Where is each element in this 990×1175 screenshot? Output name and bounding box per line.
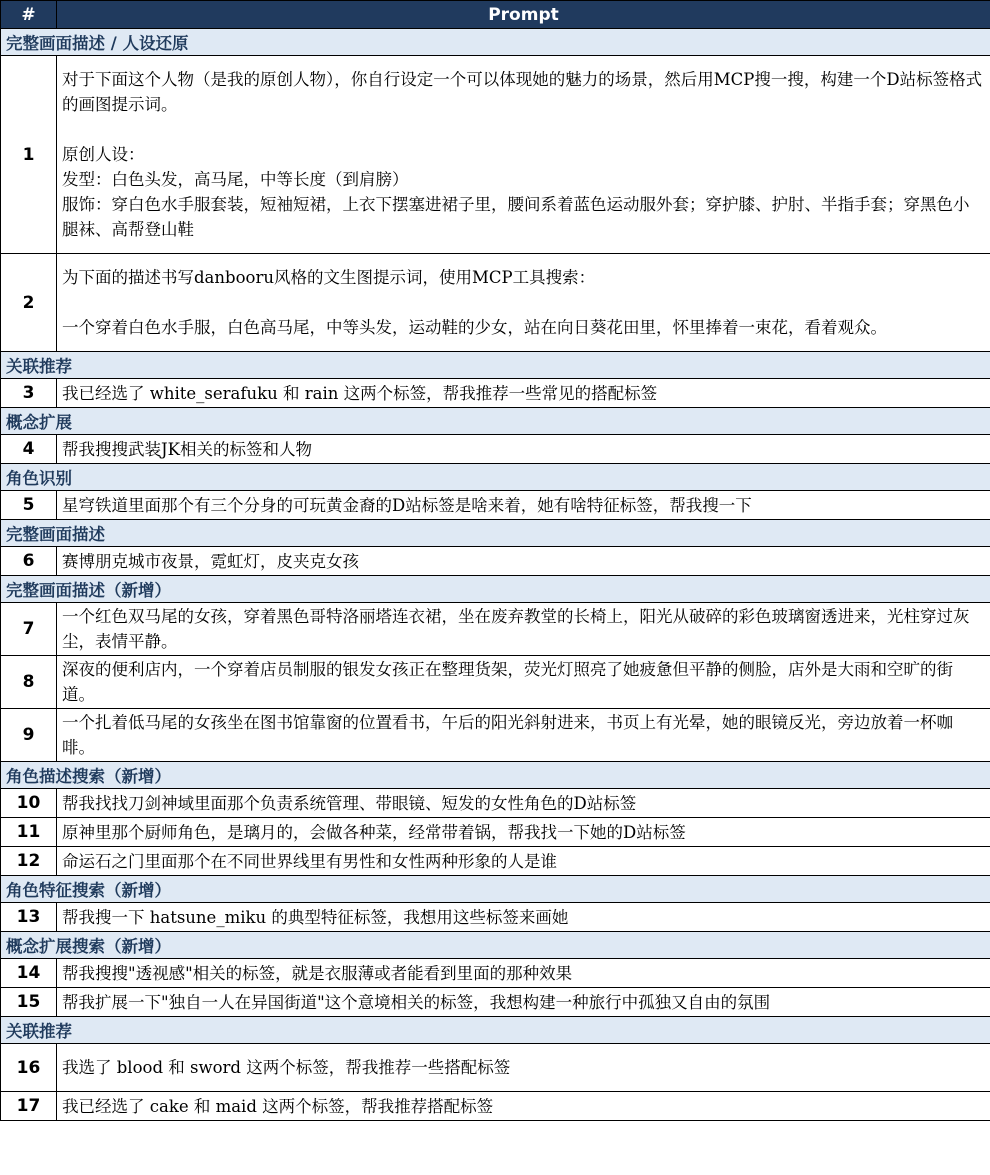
prompt-text: 帮我搜一下 hatsune_miku 的典型特征标签，我想用这些标签来画她 (57, 903, 990, 932)
row-number: 3 (1, 379, 57, 408)
section-title: 角色特征搜索（新增） (1, 876, 990, 903)
table-row (1, 435, 990, 464)
row-number: 5 (1, 491, 57, 520)
prompt-text: 帮我扩展一下"独自一人在异国街道"这个意境相关的标签，我想构建一种旅行中孤独又自由的氛围 (57, 988, 990, 1017)
prompt-text: 对于下面这个人物（是我的原创人物），你自行设定一个可以体现她的魅力的场景，然后用MCP搜一搜，构建一个D站标签格式的画图提示词。 原创人设： 发型：白色头发，高马尾，中等长度（到肩膀） 服饰：穿白色水手服套装，短袖短裙，上衣下摆塞进裙子里，腰间系着蓝色运动服外套；穿护膝、护肘、半指手套；穿黑色小腿袜、高帮登山鞋 (57, 56, 990, 254)
row-number: 12 (1, 847, 57, 876)
row-number: 11 (1, 818, 57, 847)
section-title: 概念扩展 (1, 408, 990, 435)
row-number: 6 (1, 547, 57, 576)
section-header-row (1, 576, 990, 603)
prompt-text: 赛博朋克城市夜景，霓虹灯，皮夹克女孩 (57, 547, 990, 576)
section-header-row (1, 352, 990, 379)
section-title: 完整画面描述 (1, 520, 990, 547)
row-number: 10 (1, 789, 57, 818)
table-row (1, 547, 990, 576)
table-row (1, 789, 990, 818)
table-row (1, 709, 990, 762)
prompt-text: 为下面的描述书写danbooru风格的文生图提示词，使用MCP工具搜索： 一个穿着白色水手服，白色高马尾，中等头发，运动鞋的少女，站在向日葵花田里，怀里捧着一束花，看着观众。 (57, 254, 990, 352)
table-row (1, 988, 990, 1017)
section-title: 概念扩展搜索（新增） (1, 932, 990, 959)
section-header-row (1, 932, 990, 959)
column-header-num: # (1, 1, 57, 29)
table-row (1, 56, 990, 254)
prompt-text: 帮我搜搜武装JK相关的标签和人物 (57, 435, 990, 464)
section-header-row (1, 762, 990, 789)
row-number: 9 (1, 709, 57, 762)
section-title: 角色描述搜索（新增） (1, 762, 990, 789)
prompt-text: 一个扎着低马尾的女孩坐在图书馆靠窗的位置看书，午后的阳光斜射进来，书页上有光晕，她的眼镜反光，旁边放着一杯咖啡。 (57, 709, 990, 762)
table-row (1, 1092, 990, 1121)
section-title: 关联推荐 (1, 352, 990, 379)
section-title: 完整画面描述 / 人设还原 (1, 29, 990, 56)
section-header-row (1, 520, 990, 547)
row-number: 13 (1, 903, 57, 932)
prompt-text: 帮我搜搜"透视感"相关的标签，就是衣服薄或者能看到里面的那种效果 (57, 959, 990, 988)
section-header-row (1, 464, 990, 491)
section-header-row (1, 408, 990, 435)
prompt-text: 帮我找找刀剑神域里面那个负责系统管理、带眼镜、短发的女性角色的D站标签 (57, 789, 990, 818)
table-row (1, 254, 990, 352)
table-header-row (1, 1, 990, 29)
row-number: 15 (1, 988, 57, 1017)
row-number: 16 (1, 1044, 57, 1092)
table-row (1, 603, 990, 656)
row-number: 17 (1, 1092, 57, 1121)
table-row (1, 903, 990, 932)
section-title: 角色识别 (1, 464, 990, 491)
row-number: 7 (1, 603, 57, 656)
prompt-text: 我选了 blood 和 sword 这两个标签，帮我推荐一些搭配标签 (57, 1044, 990, 1092)
row-number: 14 (1, 959, 57, 988)
section-header-row (1, 29, 990, 56)
section-header-row (1, 1017, 990, 1044)
prompt-text: 星穹铁道里面那个有三个分身的可玩黄金裔的D站标签是啥来着，她有啥特征标签，帮我搜一下 (57, 491, 990, 520)
prompt-text: 我已经选了 cake 和 maid 这两个标签，帮我推荐搭配标签 (57, 1092, 990, 1121)
table-body (1, 29, 990, 1121)
prompt-text: 命运石之门里面那个在不同世界线里有男性和女性两种形象的人是谁 (57, 847, 990, 876)
row-number: 2 (1, 254, 57, 352)
table-row (1, 1044, 990, 1092)
prompt-text: 我已经选了 white_serafuku 和 rain 这两个标签，帮我推荐一些常见的搭配标签 (57, 379, 990, 408)
prompt-text: 深夜的便利店内，一个穿着店员制服的银发女孩正在整理货架，荧光灯照亮了她疲惫但平静的侧脸，店外是大雨和空旷的街道。 (57, 656, 990, 709)
table-row (1, 656, 990, 709)
table-row (1, 818, 990, 847)
row-number: 4 (1, 435, 57, 464)
column-header-prompt: Prompt (57, 1, 990, 29)
section-title: 关联推荐 (1, 1017, 990, 1044)
section-title: 完整画面描述（新增） (1, 576, 990, 603)
table-row (1, 959, 990, 988)
row-number: 8 (1, 656, 57, 709)
table-row (1, 379, 990, 408)
section-header-row (1, 876, 990, 903)
table-row (1, 847, 990, 876)
table-row (1, 491, 990, 520)
prompt-text: 一个红色双马尾的女孩，穿着黑色哥特洛丽塔连衣裙，坐在废弃教堂的长椅上，阳光从破碎的彩色玻璃窗透进来，光柱穿过灰尘，表情平静。 (57, 603, 990, 656)
row-number: 1 (1, 56, 57, 254)
prompt-text: 原神里那个厨师角色，是璃月的，会做各种菜，经常带着锅，帮我找一下她的D站标签 (57, 818, 990, 847)
